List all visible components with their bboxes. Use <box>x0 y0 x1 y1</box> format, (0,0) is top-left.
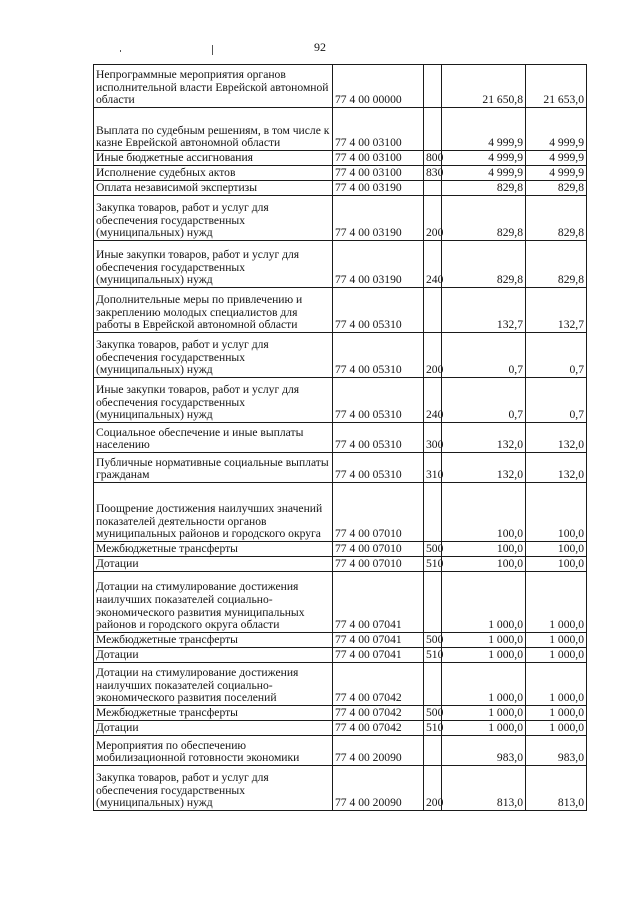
row-value-2: 1 000,0 <box>526 721 587 736</box>
row-name: Межбюджетные трансферты <box>94 633 333 648</box>
row-value-2: 100,0 <box>526 542 587 557</box>
row-name: Межбюджетные трансферты <box>94 706 333 721</box>
row-code: 77 4 00 07010 <box>333 557 424 572</box>
row-value-1: 1 000,0 <box>442 706 526 721</box>
row-name: Закупка товаров, работ и услуг для обеспечения государственных (муниципальных) нужд <box>94 333 333 378</box>
row-value-2: 829,8 <box>526 241 587 288</box>
row-value-1: 132,7 <box>442 288 526 333</box>
row-value-1: 0,7 <box>442 378 526 423</box>
row-name: Исполнение судебных актов <box>94 166 333 181</box>
table-row <box>94 423 587 453</box>
row-type <box>424 663 442 706</box>
row-type: 500 <box>424 706 442 721</box>
table-row <box>94 65 587 108</box>
row-name: Закупка товаров, работ и услуг для обеспечения государственных (муниципальных) нужд <box>94 766 333 811</box>
row-value-2: 100,0 <box>526 483 587 542</box>
row-code: 77 4 00 07041 <box>333 648 424 663</box>
table-row <box>94 181 587 196</box>
row-name: Социальное обеспечение и иные выплаты населению <box>94 423 333 453</box>
row-value-2: 4 999,9 <box>526 108 587 151</box>
row-code: 77 4 00 07010 <box>333 483 424 542</box>
row-code: 77 4 00 07041 <box>333 572 424 633</box>
row-value-1: 1 000,0 <box>442 633 526 648</box>
row-name: Мероприятия по обеспечению мобилизационной готовности экономики <box>94 736 333 766</box>
budget-table <box>93 64 587 811</box>
row-value-1: 4 999,9 <box>442 151 526 166</box>
row-name: Дотации на стимулирование достижения наилучших показателей социально-экономического развития поселений <box>94 663 333 706</box>
row-name: Иные закупки товаров, работ и услуг для обеспечения государственных (муниципальных) нужд <box>94 378 333 423</box>
row-name: Закупка товаров, работ и услуг для обеспечения государственных (муниципальных) нужд <box>94 196 333 241</box>
row-code: 77 4 00 00000 <box>333 65 424 108</box>
row-type <box>424 108 442 151</box>
row-value-2: 983,0 <box>526 736 587 766</box>
table-row <box>94 333 587 378</box>
row-value-2: 1 000,0 <box>526 633 587 648</box>
row-code: 77 4 00 20090 <box>333 736 424 766</box>
row-value-2: 132,7 <box>526 288 587 333</box>
row-code: 77 4 00 03190 <box>333 196 424 241</box>
table-row <box>94 736 587 766</box>
row-value-1: 829,8 <box>442 196 526 241</box>
row-name: Публичные нормативные социальные выплаты гражданам <box>94 453 333 483</box>
row-type: 510 <box>424 557 442 572</box>
row-value-2: 829,8 <box>526 181 587 196</box>
table-row <box>94 663 587 706</box>
row-code: 77 4 00 03190 <box>333 181 424 196</box>
row-value-2: 4 999,9 <box>526 151 587 166</box>
row-name: Оплата независимой экспертизы <box>94 181 333 196</box>
row-value-1: 1 000,0 <box>442 663 526 706</box>
row-name: Дотации <box>94 721 333 736</box>
row-value-1: 132,0 <box>442 453 526 483</box>
row-value-1: 4 999,9 <box>442 166 526 181</box>
row-code: 77 4 00 07010 <box>333 542 424 557</box>
row-type: 200 <box>424 333 442 378</box>
scan-mark <box>120 50 121 52</box>
row-type: 510 <box>424 648 442 663</box>
row-value-1: 1 000,0 <box>442 648 526 663</box>
row-type: 240 <box>424 378 442 423</box>
table-row <box>94 483 587 542</box>
row-name: Дотации на стимулирование достижения наилучших показателей социально-экономического развития муниципальных районов и городского округа области <box>94 572 333 633</box>
row-code: 77 4 00 07041 <box>333 633 424 648</box>
table-row <box>94 557 587 572</box>
row-name: Дотации <box>94 648 333 663</box>
row-code: 77 4 00 05310 <box>333 333 424 378</box>
row-type: 200 <box>424 766 442 811</box>
row-name: Дополнительные меры по привлечению и закреплению молодых специалистов для работы в Еврейской автономной области <box>94 288 333 333</box>
row-name: Дотации <box>94 557 333 572</box>
table-row <box>94 378 587 423</box>
row-type: 300 <box>424 423 442 453</box>
row-name: Поощрение достижения наилучших значений показателей деятельности органов муниципальных районов и городского округа <box>94 483 333 542</box>
table-row <box>94 706 587 721</box>
row-value-1: 829,8 <box>442 181 526 196</box>
row-code: 77 4 00 03100 <box>333 151 424 166</box>
table-row <box>94 766 587 811</box>
row-name: Непрограммные мероприятия органов исполнительной власти Еврейской автономной области <box>94 65 333 108</box>
row-value-1: 1 000,0 <box>442 721 526 736</box>
row-value-2: 1 000,0 <box>526 663 587 706</box>
row-type <box>424 736 442 766</box>
row-type: 510 <box>424 721 442 736</box>
row-value-1: 100,0 <box>442 542 526 557</box>
row-type: 500 <box>424 633 442 648</box>
table-row <box>94 151 587 166</box>
row-value-2: 100,0 <box>526 557 587 572</box>
row-value-2: 21 653,0 <box>526 65 587 108</box>
row-value-1: 1 000,0 <box>442 572 526 633</box>
table-row <box>94 166 587 181</box>
row-name: Иные бюджетные ассигнования <box>94 151 333 166</box>
row-value-1: 132,0 <box>442 423 526 453</box>
row-code: 77 4 00 03190 <box>333 241 424 288</box>
table-row <box>94 572 587 633</box>
row-value-2: 4 999,9 <box>526 166 587 181</box>
row-type <box>424 572 442 633</box>
row-value-1: 21 650,8 <box>442 65 526 108</box>
row-code: 77 4 00 07042 <box>333 663 424 706</box>
row-code: 77 4 00 07042 <box>333 706 424 721</box>
table-row <box>94 288 587 333</box>
row-type <box>424 181 442 196</box>
row-value-2: 132,0 <box>526 453 587 483</box>
table-row <box>94 633 587 648</box>
table-row <box>94 241 587 288</box>
row-code: 77 4 00 05310 <box>333 288 424 333</box>
row-value-2: 0,7 <box>526 333 587 378</box>
table-row <box>94 542 587 557</box>
row-type: 200 <box>424 196 442 241</box>
table-row <box>94 648 587 663</box>
row-value-2: 1 000,0 <box>526 706 587 721</box>
row-type: 500 <box>424 542 442 557</box>
row-value-2: 132,0 <box>526 423 587 453</box>
row-code: 77 4 00 05310 <box>333 378 424 423</box>
row-type: 310 <box>424 453 442 483</box>
table-row <box>94 721 587 736</box>
scan-mark <box>212 45 213 55</box>
row-type: 830 <box>424 166 442 181</box>
row-value-1: 829,8 <box>442 241 526 288</box>
row-value-1: 100,0 <box>442 557 526 572</box>
row-value-1: 4 999,9 <box>442 108 526 151</box>
row-value-2: 829,8 <box>526 196 587 241</box>
row-value-1: 0,7 <box>442 333 526 378</box>
row-value-1: 100,0 <box>442 483 526 542</box>
row-code: 77 4 00 03100 <box>333 108 424 151</box>
row-code: 77 4 00 20090 <box>333 766 424 811</box>
table-row <box>94 196 587 241</box>
row-value-2: 1 000,0 <box>526 572 587 633</box>
row-name: Иные закупки товаров, работ и услуг для обеспечения государственных (муниципальных) нужд <box>94 241 333 288</box>
row-value-1: 983,0 <box>442 736 526 766</box>
row-type: 800 <box>424 151 442 166</box>
row-type <box>424 65 442 108</box>
row-type: 240 <box>424 241 442 288</box>
page-number: 92 <box>314 40 326 54</box>
row-value-1: 813,0 <box>442 766 526 811</box>
row-value-2: 0,7 <box>526 378 587 423</box>
row-type <box>424 288 442 333</box>
row-name: Выплата по судебным решениям, в том числе к казне Еврейской автономной области <box>94 108 333 151</box>
row-value-2: 1 000,0 <box>526 648 587 663</box>
row-name: Межбюджетные трансферты <box>94 542 333 557</box>
row-code: 77 4 00 05310 <box>333 453 424 483</box>
row-value-2: 813,0 <box>526 766 587 811</box>
table-row <box>94 453 587 483</box>
table-row <box>94 108 587 151</box>
row-code: 77 4 00 07042 <box>333 721 424 736</box>
row-code: 77 4 00 05310 <box>333 423 424 453</box>
row-type <box>424 483 442 542</box>
row-code: 77 4 00 03100 <box>333 166 424 181</box>
